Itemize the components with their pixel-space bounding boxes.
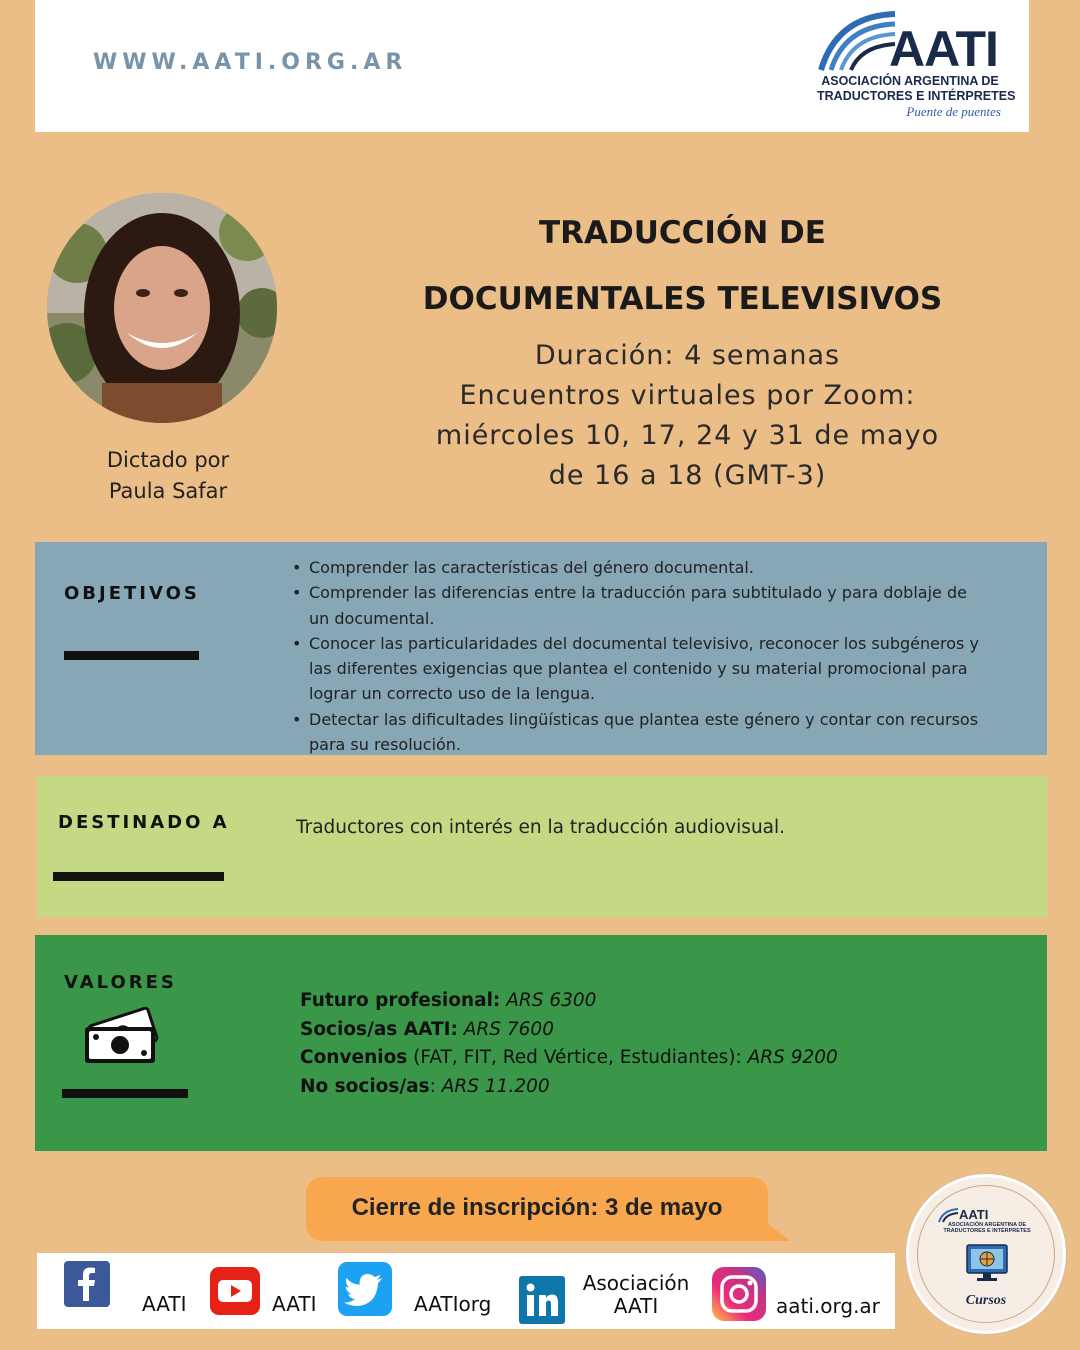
presenter-photo: [47, 193, 277, 423]
destinado-label: DESTINADO A: [58, 812, 230, 833]
youtube-icon[interactable]: [210, 1267, 260, 1315]
aati-logo: [815, 6, 1016, 121]
linkedin-label[interactable]: Asociación AATI: [582, 1271, 690, 1318]
deadline-text: Cierre de inscripción: 3 de mayo: [351, 1194, 723, 1221]
objetivos-label: OBJETIVOS: [64, 583, 200, 604]
price-row: Convenios (FAT, FIT, Red Vértice, Estudiantes): ARS 9200: [300, 1047, 838, 1068]
money-icon: [79, 1007, 163, 1067]
twitter-icon[interactable]: [338, 1262, 392, 1316]
header: [35, 0, 1029, 132]
registration-deadline: [306, 1177, 768, 1241]
logo-slogan: Puente de puentes: [906, 104, 1001, 119]
price-row: Socios/as AATI: ARS 7600: [300, 1018, 554, 1040]
presenter-credit: [68, 445, 268, 507]
logo-name: AATI: [889, 21, 998, 77]
destinado-divider: [53, 872, 224, 881]
logo-line-2: TRADUCTORES E INTÉRPRETES: [817, 89, 1016, 103]
badge-bridge-icon: [937, 1207, 959, 1223]
valores-section: [35, 935, 1047, 1151]
badge-label: Cursos: [965, 1293, 1007, 1308]
price-row: Futuro profesional: ARS 6300: [300, 990, 597, 1011]
facebook-icon[interactable]: [64, 1261, 110, 1307]
destinado-text: Traductores con interés en la traducción audiovisual.: [296, 817, 786, 838]
badge-name: AATI: [959, 1207, 989, 1222]
valores-label: VALORES: [64, 972, 177, 993]
courses-badge: [906, 1174, 1066, 1334]
badge-subtitle: ASOCIACIÓN ARGENTINA DE TRADUCTORES E INTÉRPRETES: [943, 1222, 1031, 1234]
site-url[interactable]: WWW.AATI.ORG.AR: [93, 50, 408, 75]
course-title-line-1: TRADUCCIÓN DE: [539, 215, 826, 251]
valores-divider: [62, 1089, 188, 1098]
course-time: de 16 a 18 (GMT-3): [548, 460, 827, 491]
price-list: [300, 987, 838, 1101]
objetivos-section: [35, 542, 1047, 755]
objetivos-list: [290, 555, 990, 757]
instagram-label[interactable]: aati.org.ar: [776, 1294, 880, 1318]
logo-line-1: ASOCIACIÓN ARGENTINA DE: [821, 74, 999, 88]
course-duration: Duración: 4 semanas: [534, 340, 841, 371]
list-item: • Detectar las dificultades lingüísticas que plantea este género y contar con recursos para su resolución.: [290, 707, 990, 758]
list-item: • Conocer las particularidades del documental televisivo, reconocer los subgéneros y las diferentes exigencias que plantea el contenido y su material promocional para lograr un correcto uso de la lengua.: [290, 631, 990, 707]
facebook-label[interactable]: AATI: [142, 1292, 187, 1316]
list-item: • Comprender las diferencias entre la traducción para subtitulado y para doblaje de un documental.: [290, 580, 990, 631]
objetivos-divider: [64, 651, 199, 660]
list-item: • Comprender las características del género documental.: [290, 555, 990, 580]
social-bar: [37, 1253, 895, 1329]
presenter-label: Dictado por: [106, 448, 230, 472]
course-dates: miércoles 10, 17, 24 y 31 de mayo: [435, 420, 940, 451]
twitter-label[interactable]: AATIorg: [414, 1292, 492, 1316]
instagram-icon[interactable]: [712, 1267, 766, 1321]
price-row: No socios/as: ARS 11.200: [300, 1075, 550, 1097]
course-title-line-2: DOCUMENTALES TELEVISIVOS: [422, 281, 943, 317]
youtube-label[interactable]: AATI: [272, 1292, 317, 1316]
presenter-name: Paula Safar: [108, 479, 228, 503]
course-meetings: Encuentros virtuales por Zoom:: [459, 380, 916, 411]
computer-globe-icon: [965, 1243, 1009, 1283]
linkedin-icon[interactable]: [519, 1276, 565, 1324]
logo-bridge-icon: [817, 8, 897, 72]
destinado-section: [37, 776, 1047, 917]
